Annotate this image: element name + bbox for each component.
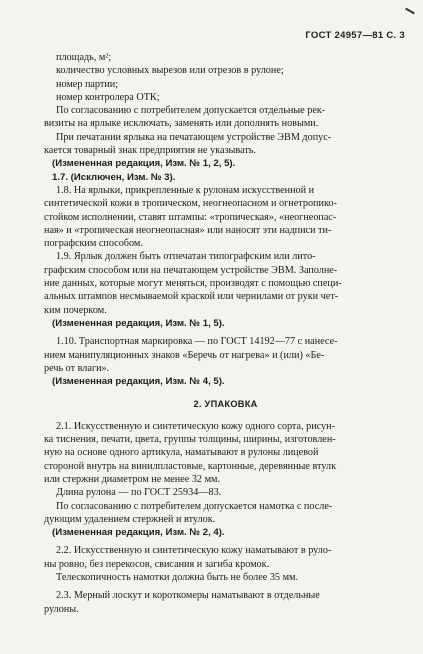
text-line: ким почерком. bbox=[44, 304, 107, 316]
text-line: ная» и «тропическая неогнеопасная» или наносят эти надписи ти- bbox=[44, 224, 332, 236]
text-line: При печатании ярлыка на печатающем устройстве ЭВМ допус- bbox=[56, 131, 332, 143]
text-line: ние данных, которые могут меняться, производят с помощью специ- bbox=[44, 278, 342, 290]
text-line: рулоны. bbox=[44, 603, 79, 615]
text-line: нием манипуляционных знаков «Беречь от нагрева» и (или) «Бе- bbox=[44, 349, 325, 361]
text-line: 2.1. Искусственную и синтетическую кожу одного сорта, рисун- bbox=[56, 420, 335, 432]
text-line: 1.8. На ярлыки, прикрепленные к рулонам искусственной и bbox=[56, 184, 315, 196]
text-line: графским способом или на печатающем устройстве ЭВМ. Заполне- bbox=[44, 264, 338, 276]
section-heading: 2. УПАКОВКА bbox=[193, 399, 258, 410]
text-line: речь от влаги». bbox=[44, 362, 110, 374]
revision-note: (Измененная редакция, Изм. № 1, 2, 5). bbox=[52, 158, 236, 170]
revision-note: (Измененная редакция, Изм. № 2, 4). bbox=[52, 527, 225, 539]
text-line: стойком исполнении, ставят штампы: «тропическая», «неогнеопас- bbox=[44, 211, 337, 223]
text-line: По согласованию с потребителем допускается отдельные рек- bbox=[56, 105, 326, 117]
page-header: ГОСТ 24957—81 С. 3 bbox=[305, 30, 405, 41]
text-line: номер контролера ОТК; bbox=[56, 91, 160, 103]
text-line: или стержни диаметром не менее 32 мм. bbox=[44, 473, 221, 485]
text-line: стороной внутрь на винилпластовые, картонные, деревянные втулк bbox=[44, 460, 337, 472]
text-line: 1.10. Транспортная маркировка — по ГОСТ 14192—77 с нанесе- bbox=[56, 336, 338, 348]
text-line: дующим удалением стержней и втулок. bbox=[44, 513, 216, 525]
text-line: кается товарный знак предприятия не указывать. bbox=[44, 145, 256, 157]
text-line: номер партии; bbox=[56, 78, 119, 90]
text-line: альных штампов несмываемой краской или чернилами от руки чет- bbox=[44, 291, 339, 303]
text-line: ную на основе одного артикула, наматывают в рулоны лицевой bbox=[44, 447, 319, 459]
text-line: количество условных вырезов или отрезов в рулоне; bbox=[56, 65, 284, 77]
text-line: Длина рулона — по ГОСТ 25934—83. bbox=[56, 487, 222, 499]
text-line: По согласованию с потребителем допускается намотка с после- bbox=[56, 500, 333, 512]
text-line: ка тиснения, печати, цвета, группы толщины, ширины, изготовлен- bbox=[44, 434, 336, 446]
text-line: пографским способом. bbox=[44, 238, 143, 250]
text-line: 2.2. Искусственную и синтетическую кожу наматывают в руло- bbox=[56, 545, 332, 557]
revision-note: (Измененная редакция, Изм. № 1, 5). bbox=[52, 317, 225, 329]
text-line: площадь, м²; bbox=[56, 52, 112, 63]
scan-mark bbox=[405, 8, 415, 15]
text-line: ны ровно, без перекосов, свисания и загиба кромок. bbox=[44, 558, 270, 570]
text-line: синтетической кожи в тропическом, неогнеопасном и огнетропико- bbox=[44, 198, 337, 210]
text-line: 2.3. Мерный лоскут и короткомеры наматывают в отдельные bbox=[56, 590, 320, 602]
revision-note: 1.7. (Исключен, Изм. № 3). bbox=[52, 171, 176, 183]
revision-note: (Измененная редакция, Изм. № 4, 5). bbox=[52, 376, 225, 388]
text-line: 1.9. Ярлык должен быть отпечатан типографским или лито- bbox=[56, 251, 316, 263]
text-line: визиты на ярлыке исключать, заменять или дополнять новыми. bbox=[44, 118, 319, 130]
document-body bbox=[44, 51, 407, 616]
text-line: Телескопичность намотки должна быть не более 35 мм. bbox=[56, 571, 299, 583]
